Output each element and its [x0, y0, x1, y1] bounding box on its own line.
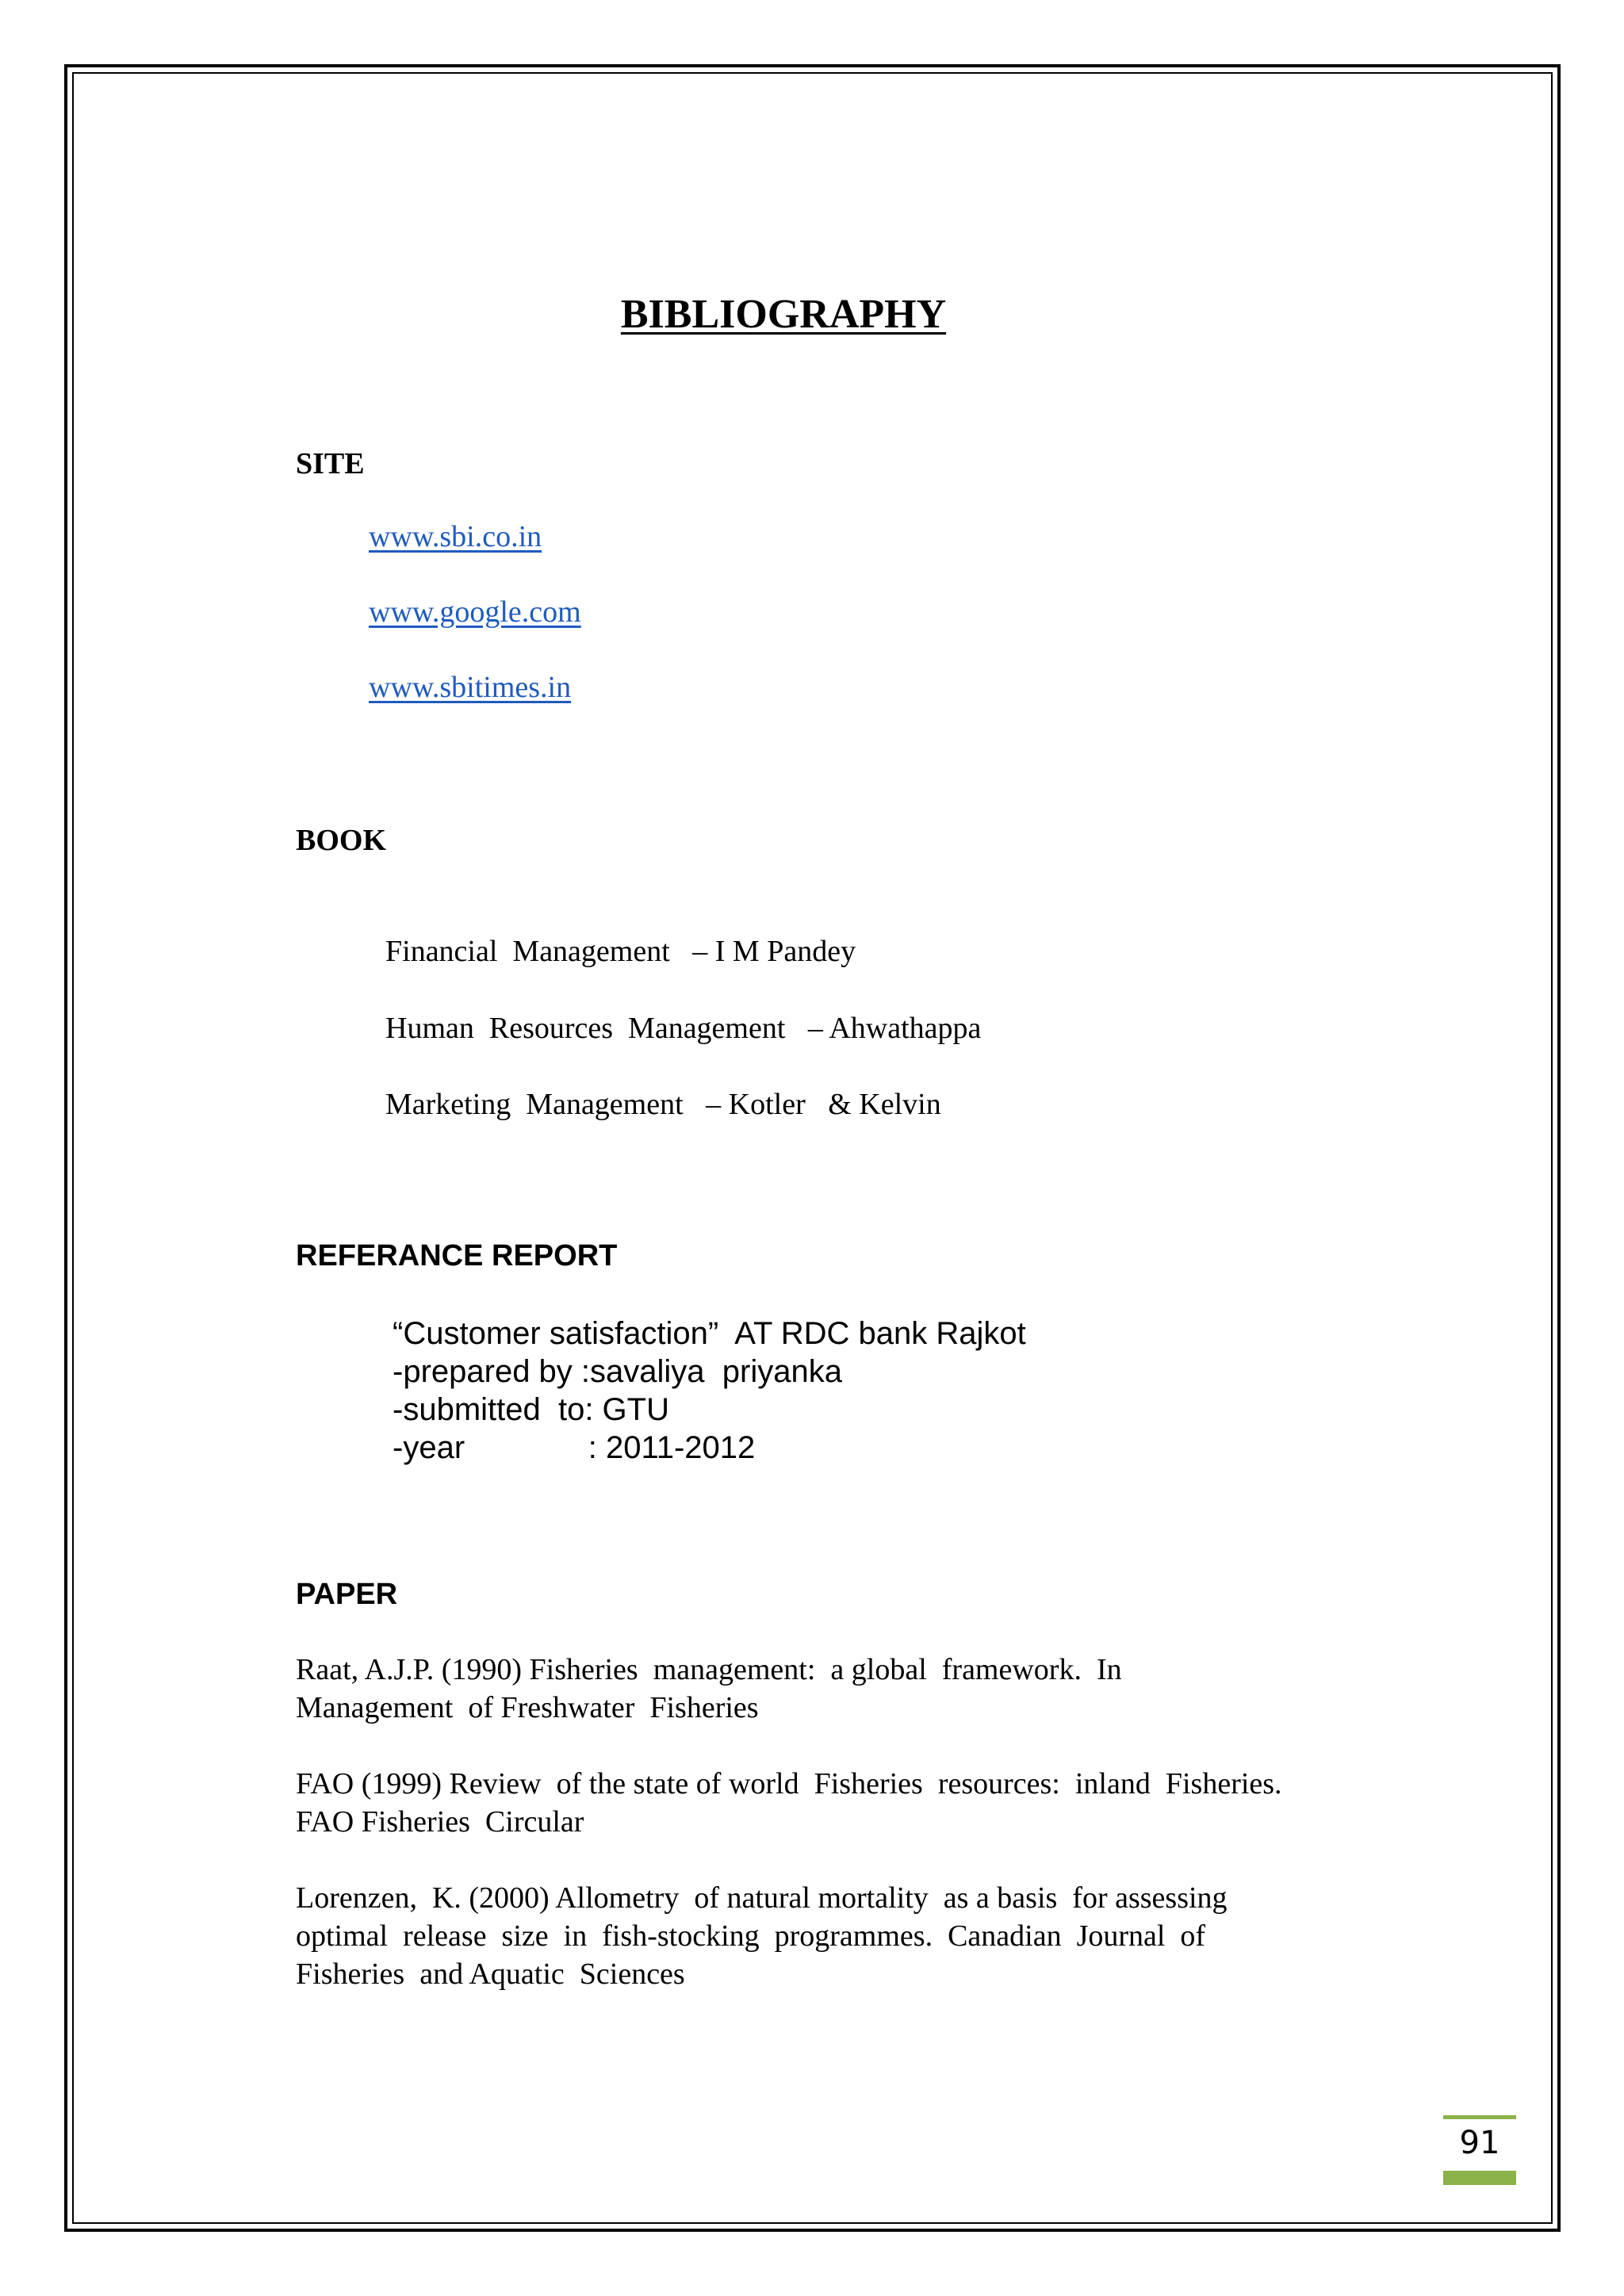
site-heading: SITE	[296, 447, 365, 480]
link-sbi[interactable]: www.sbi.co.in	[369, 520, 542, 553]
paper-heading: PAPER	[296, 1578, 398, 1611]
page-number-accent-top	[1443, 2115, 1516, 2119]
paper-entry: FAO (1999) Review of the state of world Fisheries resources: inland Fisheries. FAO Fisheries Circular	[296, 1767, 1282, 1839]
book-item: Financial Management – I M Pandey	[385, 935, 856, 968]
report-line: -submitted to: GTU	[393, 1392, 669, 1427]
book-item: Human Resources Management – Ahwathappa	[385, 1012, 982, 1045]
link-sbitimes[interactable]: www.sbitimes.in	[369, 671, 572, 704]
page-number: 91	[1459, 2125, 1500, 2161]
paper-entry: Lorenzen, K. (2000) Allometry of natural mortality as a basis for assessing optimal release size in fish-stocking programmes. Canadian Journal of Fisheries and Aquatic Sciences	[296, 1881, 1228, 1991]
book-heading: BOOK	[296, 824, 387, 857]
report-line: “Customer satisfaction” AT RDC bank Rajkot	[393, 1316, 1026, 1351]
report-line: -prepared by :savaliya priyanka	[393, 1354, 842, 1389]
page-title: BIBLIOGRAPHY	[620, 292, 947, 337]
link-google[interactable]: www.google.com	[369, 595, 581, 629]
page-number-box	[1443, 2115, 1516, 2185]
book-item: Marketing Management – Kotler & Kelvin	[385, 1088, 941, 1121]
report-heading: REFERANCE REPORT	[296, 1239, 618, 1272]
report-line: -year : 2011-2012	[393, 1430, 756, 1465]
page-number-accent-bottom	[1443, 2171, 1516, 2185]
paper-entry: Raat, A.J.P. (1990) Fisheries management: a global framework. In Management of Freshwater Fisheries	[296, 1653, 1122, 1724]
